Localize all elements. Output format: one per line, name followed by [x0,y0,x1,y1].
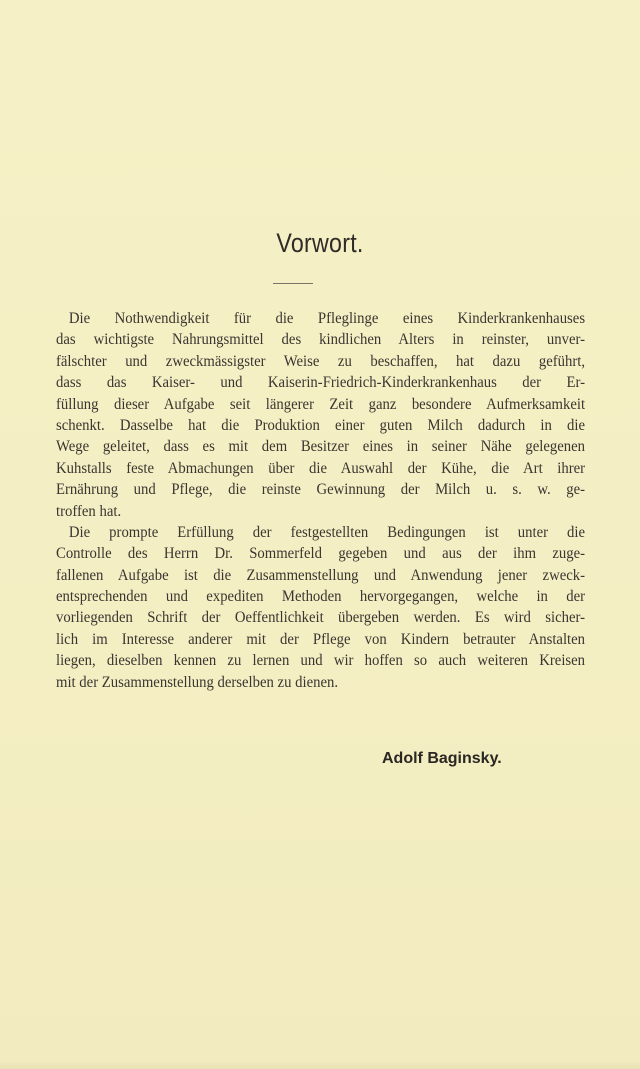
paragraph-2 [56,522,586,693]
preface-body [56,308,586,693]
text-line: Ernährung und Pflege, die reinste Gewinnung der Milch u. s. w. ge- [56,481,586,499]
text-line: Kuhstalls feste Abmachungen über die Auswahl der Kühe, die Art ihrer [56,459,586,477]
text-line: Controlle des Herrn Dr. Sommerfeld gegeben und aus der ihm zuge- [56,545,586,563]
text-line: entsprechenden und expediten Methoden hervorgegangen, welche in der [56,588,586,606]
author-signature: Adolf Baginsky. [382,750,502,767]
text-line: lich im Interesse anderer mit der Pflege von Kindern betrauter Anstalten [56,630,586,648]
text-line: Die prompte Erfüllung der festgestellten Bedingungen ist unter die [68,523,586,541]
text-line: Die Nothwendigkeit für die Pfleglinge eines Kinderkrankenhauses [68,310,586,327]
text-line: troffen hat. [56,502,122,520]
paragraph-1 [56,308,586,522]
text-line: füllung dieser Aufgabe seit längerer Zeit ganz besondere Aufmerksamkeit [56,395,586,413]
text-line: vorliegenden Schrift der Oeffentlichkeit übergeben werden. Es wird sicher- [56,609,586,627]
page-title: Vorwort. [276,228,364,258]
text-line: mit der Zusammenstellung derselben zu dienen. [56,673,339,691]
text-line: schenkt. Dasselbe hat die Produktion einer guten Milch dadurch in die [56,416,586,434]
text-line: fälschter und zweckmässigster Weise zu beschaffen, hat dazu geführt, [56,352,586,370]
title-divider [273,283,313,284]
text-line: Wege geleitet, dass es mit dem Besitzer eines in seiner Nähe gelegenen [56,438,586,456]
text-line: dass das Kaiser- und Kaiserin-Friedrich-Kinderkrankenhaus der Er- [56,374,586,392]
text-line: fallenen Aufgabe ist die Zusammenstellung und Anwendung jener zweck- [56,566,586,584]
page-bottom-edge [0,1062,640,1069]
text-line: liegen, dieselben kennen zu lernen und wir hoffen so auch weiteren Kreisen [56,652,586,670]
text-line: das wichtigste Nahrungsmittel des kindlichen Alters in reinster, unver- [56,331,586,349]
